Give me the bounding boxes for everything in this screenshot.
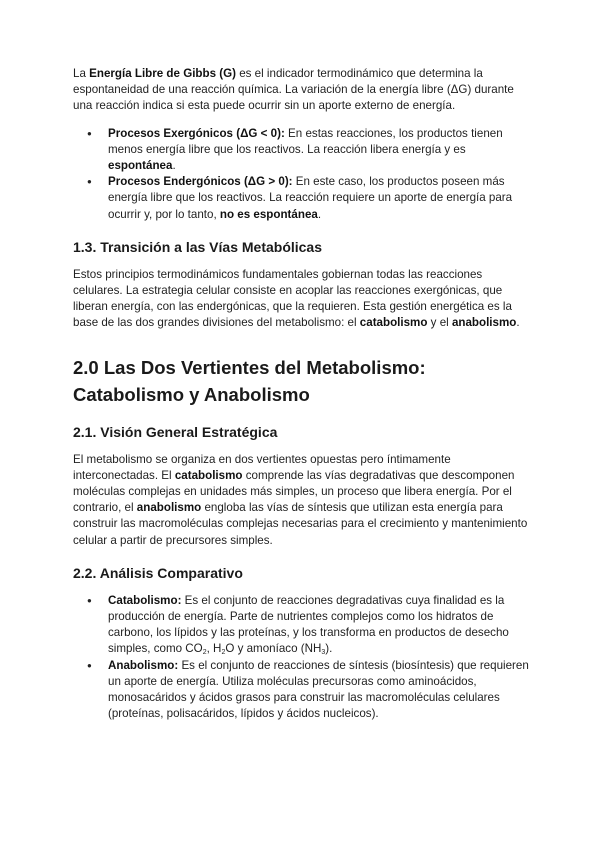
text-run: y el [427, 316, 452, 330]
text-run: comprende las vías degradativas que descomponen moléculas complejas en unidades más simples, un proceso que libera energía. Por el contrario, el [73, 468, 515, 515]
bold-term: espontánea [108, 159, 173, 173]
section-heading-2-2: 2.2. Análisis Comparativo [73, 564, 243, 581]
text-run: Es el conjunto de reacciones degradativas cuya finalidad es la producción de energía. Parte de nutrientes complejos como los hidratos de carbono, los lípidos y las proteínas, y los transforma en productos de desecho simples, como CO [108, 593, 509, 656]
text-run: engloba las vías de síntesis que utilizan esta energía para construir las macromoléculas complejas necesarias para el crecimiento y mantenimiento celular a partir de precursores simples. [73, 501, 528, 547]
list-item-catabolism [73, 593, 533, 658]
text-run: Es el conjunto de reacciones de síntesis (biosíntesis) que requieren un aporte de energía. Utiliza moléculas precursoras como aminoácidos, monosacáridos y ácidos grasos para construir las macromoléculas celulares (proteínas, polisacáridos, lípidos y ácidos nucleicos). [108, 658, 529, 721]
page-content [73, 66, 533, 722]
heading-line: 2.0 Las Dos Vertientes del Metabolismo: [73, 356, 426, 378]
bold-term: catabolismo [174, 468, 243, 482]
text-run: es el indicador termodinámico que determina la espontaneidad de una reacción química. La variación de la energía libre (ΔG) durante una reacción indica si esta puede ocurrir sin un aporte externo de energía. [73, 67, 514, 113]
bold-term: no es espontánea [219, 207, 318, 221]
bold-term: Procesos Exergónicos (ΔG < 0): [108, 126, 285, 140]
heading-line: Catabolismo y Anabolismo [73, 383, 310, 405]
bold-term: Catabolismo: [108, 593, 182, 607]
bold-term: Energía Libre de Gibbs (G) [89, 67, 236, 80]
text-run: En este caso, los productos poseen más energía libre que los reactivos. La reacción requiere un aporte de energía para ocurrir y, por lo tanto, [108, 175, 513, 221]
bold-term: Anabolismo: [108, 658, 179, 672]
bold-term: anabolismo [451, 316, 517, 330]
section-heading-1-3: 1.3. Transición a las Vías Metabólicas [73, 238, 323, 255]
text-run: , H [206, 642, 222, 656]
text-run: ). [325, 642, 333, 656]
text-run: Estos principios termodinámicos fundamentales gobiernan todas las reacciones celulares. La estrategia celular consiste en acoplar las reacciones exergónicas, que liberan energía, con las endergónicas, que la requieren. Esta gestión energética es la base de las dos grandes divisiones del metabolismo: el [73, 267, 512, 330]
text-run: . [516, 316, 520, 330]
gibbs-intro-paragraph [73, 66, 533, 115]
list-item-exergonic [73, 126, 533, 175]
subscript: 3 [321, 649, 326, 657]
overview-paragraph [73, 452, 533, 549]
text-run: . [172, 159, 176, 173]
bold-term: anabolismo [136, 501, 202, 515]
bold-term: catabolismo [359, 316, 428, 330]
text-run: O y amoníaco (NH [225, 642, 322, 656]
comparison-list [73, 593, 533, 723]
list-item-anabolism [73, 658, 533, 723]
section-heading-2-1: 2.1. Visión General Estratégica [73, 423, 278, 440]
text-run: En estas reacciones, los productos tienen menos energía libre que los reactivos. La reacción libera energía y es [108, 126, 503, 156]
text-run: El metabolismo se organiza en dos vertientes opuestas pero íntimamente interconectadas. El [73, 452, 451, 482]
subscript: 2 [202, 649, 207, 657]
subscript: 2 [221, 649, 226, 657]
bold-term: Procesos Endergónicos (ΔG > 0): [108, 175, 293, 189]
list-item-endergonic [73, 174, 533, 223]
gibbs-process-list [73, 126, 533, 223]
transition-paragraph [73, 267, 533, 332]
text-run: La [73, 67, 90, 80]
text-run: . [317, 207, 322, 221]
section-heading-2-0 [73, 354, 533, 408]
